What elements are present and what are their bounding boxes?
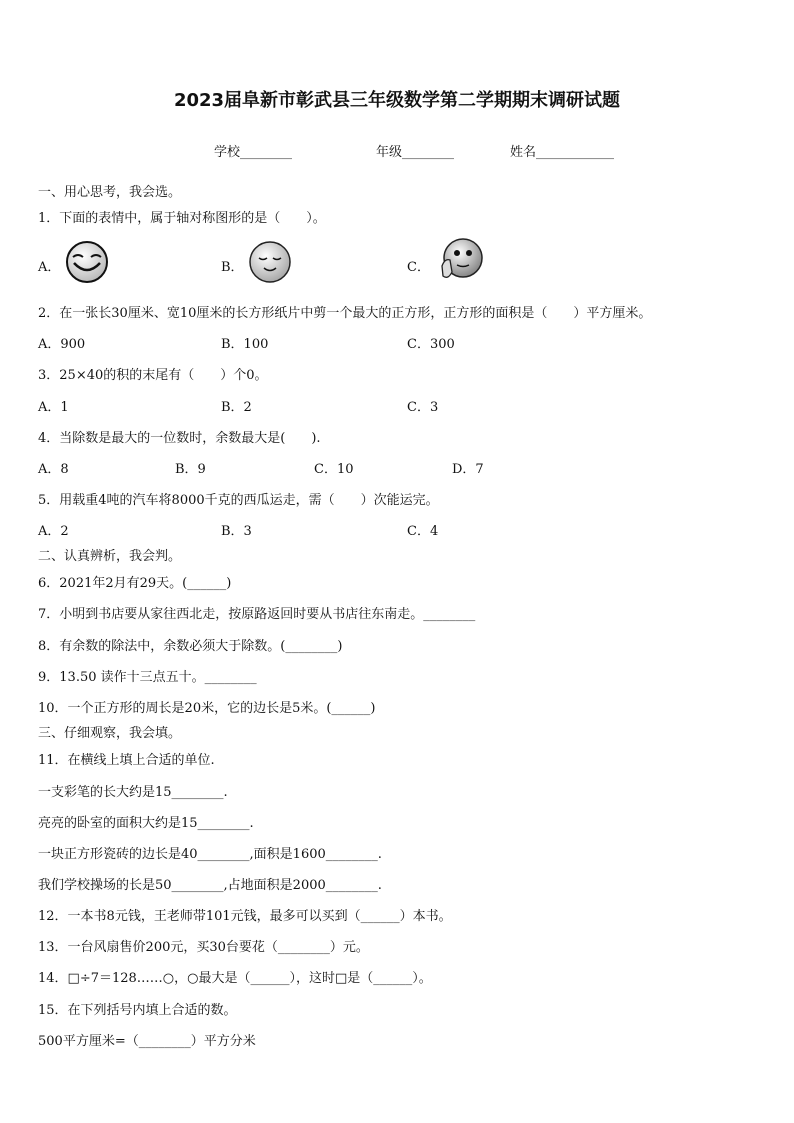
school-field[interactable]: 学校________ xyxy=(214,145,293,160)
option-b: B．100 xyxy=(221,337,269,352)
option-c: C． xyxy=(407,260,430,275)
option-a: A． xyxy=(38,260,61,275)
question-3: 3．25×40的积的末尾有（ ）个0。 xyxy=(38,368,268,383)
question-15: 15．在下列括号内填上合适的数。 xyxy=(38,1003,237,1018)
option-c: C．10 xyxy=(314,462,354,477)
option-b: B．3 xyxy=(221,524,252,539)
fill-line: 500平方厘米=（________）平方分米 xyxy=(38,1034,256,1049)
question-5: 5．用载重4吨的汽车将8000千克的西瓜运走，需（ ）次能运完。 xyxy=(38,493,439,508)
question-6: 6．2021年2月有29天。(______) xyxy=(38,576,232,591)
option-d: D．7 xyxy=(452,462,484,477)
fill-line: 一支彩笔的长大约是15________. xyxy=(38,785,228,800)
option-a: A．1 xyxy=(38,400,69,415)
option-c: C．300 xyxy=(407,337,455,352)
question-1: 1．下面的表情中，属于轴对称图形的是（ ）。 xyxy=(38,211,326,226)
fill-line: 一块正方形瓷砖的边长是40________,面积是1600________. xyxy=(38,847,382,862)
smiling-face-icon xyxy=(64,240,110,284)
fill-line: 我们学校操场的长是50________,占地面积是2000________. xyxy=(38,878,382,893)
grade-field[interactable]: 年级________ xyxy=(376,145,455,160)
question-8: 8．有余数的除法中，余数必须大于除数。(________) xyxy=(38,639,343,654)
content-face-icon xyxy=(247,240,293,284)
section-heading: 三、仔细观察，我会填。 xyxy=(38,726,182,741)
option-b: B． xyxy=(221,260,244,275)
question-13: 13．一台风扇售价200元，买30台要花（________）元。 xyxy=(38,940,369,955)
question-11: 11．在横线上填上合适的单位. xyxy=(38,753,215,768)
option-c: C．3 xyxy=(407,400,439,415)
option-b: B．9 xyxy=(175,462,206,477)
question-14: 14．□÷7＝128……○，○最大是（______），这时□是（______）。 xyxy=(38,971,432,986)
option-c: C．4 xyxy=(407,524,439,539)
question-7: 7．小明到书店要从家往西北走，按原路返回时要从书店往东南走。________ xyxy=(38,607,476,622)
section-heading: 二、认真辨析，我会判。 xyxy=(38,549,182,564)
page-title: 2023届阜新市彰武县三年级数学第二学期期末调研试题 xyxy=(173,90,621,111)
name-field[interactable]: 姓名____________ xyxy=(510,145,615,160)
question-9: 9．13.50 读作十三点五十。________ xyxy=(38,670,257,685)
option-a: A．8 xyxy=(38,462,69,477)
question-10: 10．一个正方形的周长是20米，它的边长是5米。(______) xyxy=(38,701,376,716)
question-2: 2．在一张长30厘米、宽10厘米的长方形纸片中剪一个最大的正方形，正方形的面积是（ ）平方厘米。 xyxy=(38,306,652,321)
option-b: B．2 xyxy=(221,400,252,415)
fill-line: 亮亮的卧室的面积大约是15________. xyxy=(38,816,254,831)
thinking-face-icon xyxy=(436,236,486,286)
option-a: A．2 xyxy=(38,524,69,539)
question-4: 4．当除数是最大的一位数时，余数最大是( ). xyxy=(38,431,321,446)
question-12: 12．一本书8元钱，王老师带101元钱，最多可以买到（______）本书。 xyxy=(38,909,452,924)
section-heading: 一、用心思考，我会选。 xyxy=(38,185,182,200)
option-a: A．900 xyxy=(38,337,86,352)
